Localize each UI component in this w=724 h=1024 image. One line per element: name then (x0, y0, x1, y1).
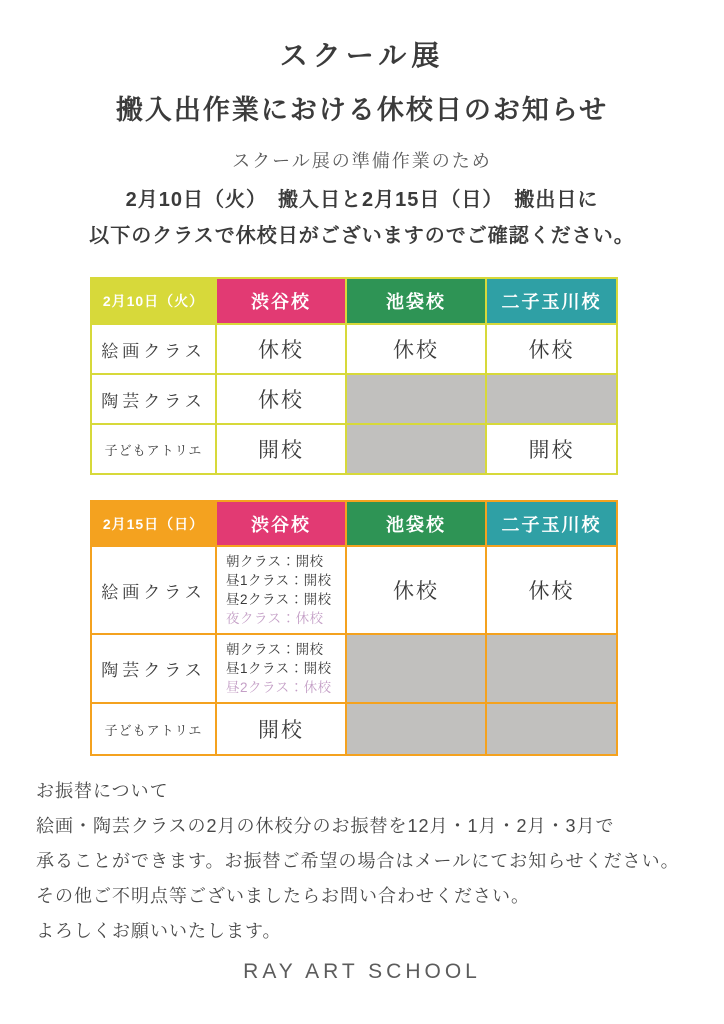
status-cell-ikebukuro-no-class (346, 703, 486, 755)
feb10-date-header: 2月10日（火） (91, 278, 216, 324)
status-cell-futakotamagawa: 休校 (486, 324, 617, 374)
schedule-line: 昼1クラス：開校 (226, 573, 332, 588)
status-cell-ikebukuro-no-class (346, 374, 486, 424)
class-row-painting (91, 324, 617, 374)
status-cell-ikebukuro-no-class (346, 634, 486, 703)
notice-line: 絵画・陶芸クラスの2月の休校分のお振替を12月・1月・2月・3月で (36, 816, 615, 836)
intro-note: スクール展の準備作業のため (232, 151, 492, 171)
status-cell-futakotamagawa-no-class (486, 374, 617, 424)
school-header-futakotamagawa: 二子玉川校 (486, 278, 617, 324)
status-cell-futakotamagawa: 開校 (486, 424, 617, 474)
school-header-shibuya: 渋谷校 (216, 278, 346, 324)
notice-line: よろしくお願いいたします。 (36, 921, 282, 941)
schedule-cell-shibuya (216, 546, 346, 634)
status-cell-ikebukuro-no-class (346, 424, 486, 474)
school-header-ikebukuro: 池袋校 (346, 501, 486, 546)
schedule-line: 朝クラス：開校 (226, 554, 324, 569)
notice-line: 承ることができます。お振替ご希望の場合はメールにてお知らせください。 (36, 851, 680, 871)
school-header-ikebukuro: 池袋校 (346, 278, 486, 324)
school-header-futakotamagawa: 二子玉川校 (486, 501, 617, 546)
intro-dates-line: 2月10日（火） 搬入日と2月15日（日） 搬出日に (125, 189, 599, 211)
class-row-ceramics (91, 374, 617, 424)
table-header-row (91, 501, 617, 546)
status-cell-futakotamagawa-no-class (486, 634, 617, 703)
closure-table-feb10 (90, 277, 618, 475)
class-label: 陶芸クラス (91, 634, 216, 703)
notice-line-title: お振替について (36, 781, 169, 801)
intro-confirm-line: 以下のクラスで休校日がございますのでご確認ください。 (89, 225, 635, 247)
status-cell-shibuya: 休校 (216, 374, 346, 424)
class-row-kids-atelier (91, 424, 617, 474)
brand-logo: RAY ART SCHOOL (243, 960, 481, 983)
class-label: 子どもアトリエ (91, 424, 216, 474)
status-cell-shibuya: 休校 (216, 324, 346, 374)
class-row-ceramics (91, 634, 617, 703)
class-label: 陶芸クラス (91, 374, 216, 424)
page-subtitle: 搬入出作業における休校日のお知らせ (115, 95, 609, 125)
status-cell-futakotamagawa-no-class (486, 703, 617, 755)
status-cell-ikebukuro: 休校 (346, 546, 486, 634)
class-label: 子どもアトリエ (91, 703, 216, 755)
schedule-line-closed: 昼2クラス：休校 (226, 680, 332, 695)
class-row-painting (91, 546, 617, 634)
notice-line: その他ご不明点等ございましたらお問い合わせください。 (36, 886, 530, 906)
status-cell-futakotamagawa: 休校 (486, 546, 617, 634)
transfer-notice (36, 774, 680, 949)
table-header-row (91, 278, 617, 324)
status-cell-shibuya: 開校 (216, 424, 346, 474)
class-row-kids-atelier (91, 703, 617, 755)
school-header-shibuya: 渋谷校 (216, 501, 346, 546)
class-label: 絵画クラス (91, 324, 216, 374)
status-cell-ikebukuro: 休校 (346, 324, 486, 374)
page-title: スクール展 (279, 40, 445, 71)
schedule-line: 昼2クラス：開校 (226, 592, 332, 607)
feb15-date-header: 2月15日（日） (91, 501, 216, 546)
class-label: 絵画クラス (91, 546, 216, 634)
schedule-line-closed: 夜クラス：休校 (226, 611, 324, 626)
schedule-cell-shibuya (216, 634, 346, 703)
schedule-line: 朝クラス：開校 (226, 642, 324, 657)
closure-table-feb15 (90, 500, 618, 756)
status-cell-shibuya: 開校 (216, 703, 346, 755)
schedule-line: 昼1クラス：開校 (226, 661, 332, 676)
